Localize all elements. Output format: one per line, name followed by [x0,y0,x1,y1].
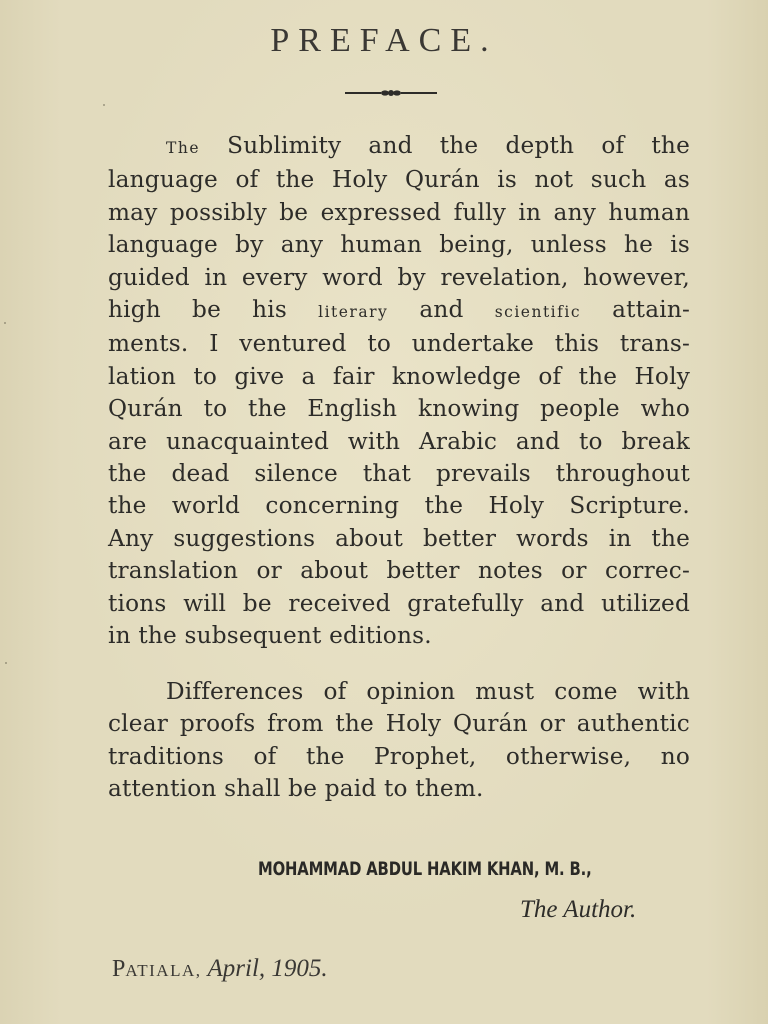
ornament-divider [345,88,437,98]
paragraph-line: attention shall be paid to them. [108,775,484,803]
paragraph-line: Qurán to the English knowing people who [108,395,690,423]
paper-speck [103,104,105,106]
paragraph-line [108,130,690,164]
paragraph-line: clear proofs from the Holy Qurán or authentic [108,710,690,738]
preface-paragraph-1 [108,130,690,653]
line-text: high be his [108,296,319,324]
paper-speck [5,662,7,664]
line-text: Sublimity and the depth of the [200,132,690,159]
paragraph-line: are unacquainted with Arabic and to break [108,427,690,455]
small-caps-word: The [166,139,200,157]
paragraph-line: may possibly be expressed fully in any human [108,198,690,226]
paragraph-line [108,294,690,328]
paragraph-line: in the subsequent editions. [108,622,432,650]
place-name: ATIALA, [125,961,202,980]
page-title: PREFACE. [270,22,498,59]
preface-paragraph-2 [108,676,690,806]
paragraph-line: tions will be received gratefully and utilized [108,589,690,617]
paragraph-line: lation to give a fair knowledge of the Holy [108,362,690,390]
paragraph-line: translation or about better notes or correc- [108,557,690,585]
place-initial: P [112,956,126,982]
paragraph-line: the world concerning the Holy Scripture. [108,492,690,520]
paragraph-line: traditions of the Prophet, otherwise, no [108,742,690,770]
author-name: MOHAMMAD ABDUL HAKIM KHAN, M. B., [258,858,592,880]
line-text: attain- [581,296,691,324]
dateline [112,955,328,983]
paper-speck [4,322,6,324]
paragraph-line: Differences of opinion must come with [166,678,690,705]
paragraph-line: language by any human being, unless he is [108,231,690,259]
paragraph-line: the dead silence that prevails throughout [108,460,690,488]
small-caps-word: literary [318,303,389,322]
line-text: and [388,296,495,324]
paragraph-line: ments. I ventured to undertake this trans- [108,330,690,358]
paragraph-line: language of the Holy Qurán is not such as [108,166,690,194]
small-caps-word: scientific [494,303,582,322]
author-role: The Author. [520,896,637,923]
paragraph-line: guided in every word by revelation, however, [108,263,690,291]
paragraph-line: Any suggestions about better words in the [108,524,690,552]
date: April, 1905. [207,955,328,982]
